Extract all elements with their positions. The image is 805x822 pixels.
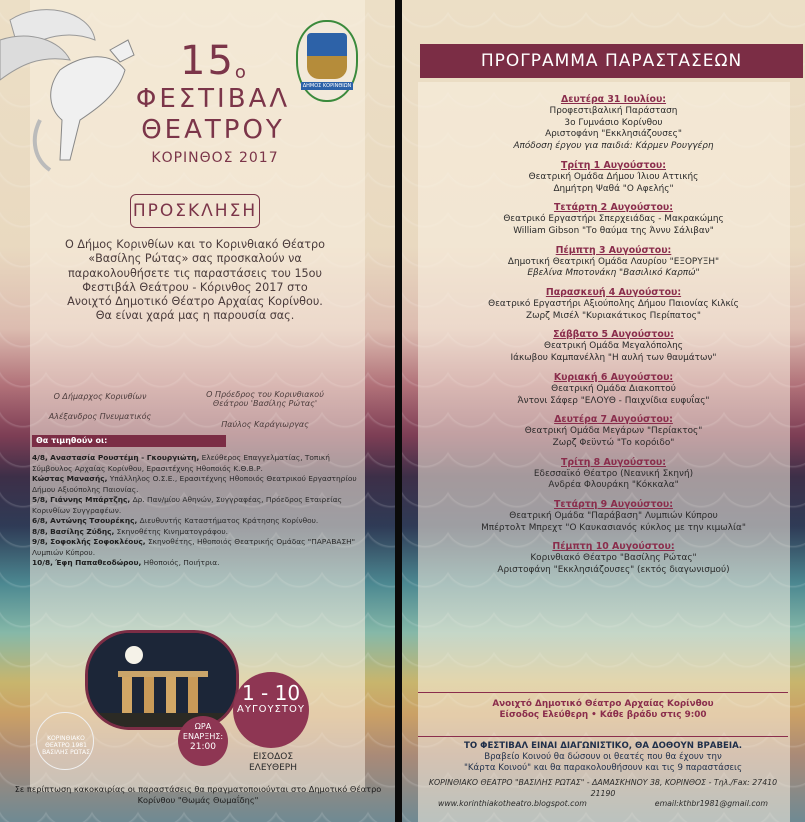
event-line: Ιάκωβου Καμπανέλλη "Η αυλή των θαυμάτων"	[510, 353, 717, 364]
event-date: Σάββατο 5 Αυγούστου:	[553, 329, 674, 341]
event-line: Ζωρζ Φεϋντώ "Το κορόιδο"	[552, 437, 675, 448]
competition-line: "Κάρτα Κοινού" και θα παρακολουθήσουν και τις 9 παραστάσεις	[463, 763, 743, 773]
event-line: Θεατρική Ομάδα Διακοπτού	[551, 383, 676, 394]
event-date: Πέμπτη 10 Αυγούστου:	[552, 541, 675, 553]
event-item	[426, 414, 801, 449]
event-line: Δημήτρη Ψαθά "Ο Αφελής"	[553, 183, 674, 194]
rain-note: Σε περίπτωση κακοκαιρίας οι παραστάσεις θα πραγματοποιούνται στο Δημοτικό Θέατρο Κορίνθου "Θωμάς Θωμαΐδης"	[14, 784, 382, 805]
seal-text: ΚΟΡΙΝΘΙΑΚΟ ΘΕΑΤΡΟ 1981 ΒΑΣΙΛΗΣ ΡΩΤΑΣ	[42, 735, 90, 756]
competition-heading: ΤΟ ΦΕΣΤΙΒΑΛ ΕΙΝΑΙ ΔΙΑΓΩΝΙΣΤΙΚΟ, ΘΑ ΔΟΘΟΥΝ ΒΡΑΒΕΙΑ.	[464, 741, 742, 751]
event-date: Δευτέρα 31 Ιουλίου:	[560, 94, 667, 105]
event-date: Παρασκευή 4 Αυγούστου:	[545, 287, 682, 299]
event-line: Θεατρικό Εργαστήρι Σπερχειάδας - Μακρακώμης	[503, 214, 724, 225]
dates-badge	[233, 672, 309, 748]
event-line: Προφεστιβαλική Παράσταση	[549, 106, 678, 116]
temple-photo	[85, 630, 239, 730]
start-time-badge	[178, 716, 228, 766]
event-date: Τρίτη 1 Αυγούστου:	[560, 159, 666, 171]
event-item	[426, 457, 801, 492]
honored-item: 10/8, Έφη Παπαθεοδώρου, Ηθοποιός, Ποιήτρια.	[32, 558, 220, 568]
program-panel	[402, 0, 805, 822]
event-line: Θεατρική Ομάδα "Παράβαση" Λυμπιών Κύπρου	[509, 511, 718, 522]
competition-line: Βραβείο Κοινού θα δώσουν οι θεατές που θα έχουν την	[484, 752, 722, 762]
festival-number: $15^o$	[180, 38, 248, 84]
event-line: Θεατρική Ομάδα Δήμου Ίλιου Αττικής	[528, 171, 699, 182]
honored-item: 9/8, Σοφοκλής Σοφοκλέους, Σκηνοθέτης, Ηθοποιός Θεατρικής Ομάδας "ΠΑΡΑΒΑΣΗ" Λυμπιών Κύπρου.	[32, 537, 356, 557]
email-link[interactable]: email:kthbr1981@gmail.com	[654, 799, 768, 808]
municipality-crest-icon	[296, 20, 358, 102]
event-line: Ανδρέα Φλουράκη "Κόκκαλα"	[548, 480, 679, 491]
temple-image-icon	[88, 633, 236, 727]
event-item	[426, 94, 801, 153]
event-date: Τετάρτη 2 Αυγούστου:	[553, 202, 673, 214]
event-date: Δευτέρα 7 Αυγούστου:	[554, 414, 673, 426]
honored-item: 8/8, Βασίλης Ζύδης, Σκηνοθέτης Κινηματογράφου.	[32, 526, 229, 536]
theatre-seal-icon	[36, 712, 94, 770]
event-note: Εβελίνα Μποτονάκη "Βασιλικό Καρπώ"	[527, 268, 700, 279]
contact-info	[418, 778, 788, 810]
event-line: Θεατρική Ομάδα Μεγαλόπολης	[544, 341, 683, 352]
honored-item: Κώστας Μανασής, Υπάλληλος Ο.Σ.Ε., Ερασιτέχνης Ηθοποιός Θεατρικού Εργαστηρίου Δήμου Αξιούπολης Παιονίας.	[32, 474, 357, 494]
free-entry-label: ΕΙΣΟΔΟΣ ΕΛΕΥΘΕΡΗ	[249, 752, 297, 773]
dates-month: ΑΥΓΟΥΣΤΟΥ	[237, 704, 305, 715]
dates-range: 1 - 10	[241, 681, 301, 705]
honored-heading: Θα τιμηθούν οι:	[32, 435, 226, 447]
event-line: Αριστοφάνη "Εκκλησιάζουσες" (εκτός διαγωνισμού)	[497, 565, 730, 576]
program-banner	[420, 44, 803, 78]
event-line: Εδεσσαϊκό Θέατρο (Νεανική Σκηνή)	[533, 468, 694, 479]
venue-info	[418, 692, 788, 721]
event-line: Αριστοφάνη "Εκκλησιάζουσες"	[545, 129, 682, 140]
program-title: ΠΡΟΓΡΑΜΜΑ ΠΑΡΑΣΤΑΣΕΩΝ	[480, 51, 743, 71]
entry-time-line: Είσοδος Ελεύθερη • Κάθε βράδυ στις 9:00	[499, 710, 707, 720]
event-item	[426, 372, 801, 407]
event-item	[426, 287, 801, 322]
event-date: Τρίτη 8 Αυγούστου:	[560, 456, 666, 468]
invitation-text: Ο Δήμος Κορινθίων και το Κορινθιακό Θέατρο «Βασίλης Ρώτας» σας προσκαλούν να παρακολουθήσετε τις παραστάσεις του 15ου Φεστιβάλ Θεάτρου - Κόρινθος 2017 στο Ανοιχτό Δημοτικό Θέατρο Αρχαίας Κορίνθου. Θα είναι χαρά μας η παρουσία σας.	[65, 238, 325, 323]
honored-item: 5/8, Γιάννης Μπάρτζης, Δρ. Παν/μίου Αθηνών, Συγγραφέας, Πρόεδρος Εταιρείας Κορινθίων Συγγραφέων.	[32, 495, 342, 515]
honored-item: 4/8, Αναστασία Ρουστέμη - Γκουργιώτη, Ελεύθερος Επαγγελματίας, Τοπική Σύμβουλος Αρχαίας Κορίνθου, Ερασιτέχνης Ηθοποιός Κ.Θ.Β.Ρ.	[32, 453, 330, 473]
venue-line: Ανοιχτό Δημοτικό Θέατρο Αρχαίας Κορίνθου	[492, 699, 714, 709]
contact-address: ΚΟΡΙΝΘΙΑΚΟ ΘΕΑΤΡΟ "ΒΑΣΙΛΗΣ ΡΩΤΑΣ" - ΔΑΜΑΣΚΗΝΟΥ 38, ΚΟΡΙΝΘΟΣ - Τηλ./Fax: 27410 21190	[428, 778, 778, 798]
event-item	[426, 202, 801, 237]
event-item	[426, 541, 801, 576]
honored-list	[32, 453, 362, 569]
event-line: Άντονι Σάφερ "ΕΛΟΥΘ - Παιχνίδια ευφυΐας"	[517, 395, 710, 406]
event-line: Μπέρτολτ Μπρεχτ "Ο Καυκασιανός κύκλος με την κιμωλία"	[481, 522, 746, 533]
event-item	[426, 160, 801, 195]
mayor-name: Αλέξανδρος Πνευματικός	[48, 412, 152, 421]
event-line: William Gibson "Το θαύμα της Άννυ Σάλιβαν"	[513, 225, 714, 236]
event-date: Τετάρτη 9 Αυγούστου:	[553, 499, 673, 511]
proclamation-box	[130, 194, 260, 228]
start-time: 21:00	[190, 742, 216, 752]
event-line: Θεατρική Ομάδα Μεγάρων "Περίακτος"	[524, 426, 703, 437]
invitation-panel	[0, 0, 395, 822]
proclamation-heading: ΠΡΟΣΚΛΗΣΗ	[132, 201, 258, 221]
event-line: Κορινθιακό Θέατρο "Βασίλης Ρώτας"	[530, 553, 697, 564]
pegasus-icon	[0, 0, 140, 180]
start-label: ΩΡΑ ΕΝΑΡΞΗΣ:	[182, 722, 224, 741]
event-line: 3ο Γυμνάσιο Κορίνθου	[564, 117, 663, 128]
event-line: Δημοτική Θεατρική Ομάδα Λαυρίου "ΕΞΟΡΥΞΗ"	[507, 256, 720, 267]
competition-info	[418, 736, 788, 774]
event-note: Απόδοση έργου για παιδιά: Κάρμεν Ρουγγέρη	[513, 141, 714, 152]
event-item	[426, 329, 801, 364]
event-date: Πέμπτη 3 Αυγούστου:	[555, 244, 672, 256]
crest-label: ΔΗΜΟΣ ΚΟΡΙΝΘΙΩΝ	[302, 82, 352, 89]
honored-item: 6/8, Αντώνης Τσουρέκης, Διευθυντής Καταστήματος Κράτησης Κορίνθου.	[32, 516, 319, 526]
website-link[interactable]: www.korinthiakotheatro.blogspot.com	[438, 799, 587, 808]
president-title: Ο Πρόεδρος του Κορινθιακού Θεάτρου 'Βασίλης Ρώτας'	[206, 390, 324, 408]
president-name: Παύλος Καράγιωργας	[221, 420, 309, 429]
festival-title: ΦΕΣΤΙΒΑΛ ΘΕΑΤΡΟΥ	[135, 84, 291, 145]
mayor-title: Ο Δήμαρχος Κορινθίων	[53, 392, 147, 401]
event-item	[426, 499, 801, 534]
event-line: Θεατρικό Εργαστήρι Αξιούπολης Δήμου Παιονίας Κιλκίς	[488, 299, 739, 310]
event-line: Ζωρζ Μισέλ "Κυριακάτικος Περίπατος"	[526, 310, 701, 321]
festival-subtitle: ΚΟΡΙΝΘΟΣ 2017	[151, 150, 279, 166]
panel-gap	[395, 0, 402, 822]
event-item	[426, 245, 801, 280]
events-list	[426, 94, 801, 584]
event-date: Κυριακή 6 Αυγούστου:	[553, 371, 674, 383]
